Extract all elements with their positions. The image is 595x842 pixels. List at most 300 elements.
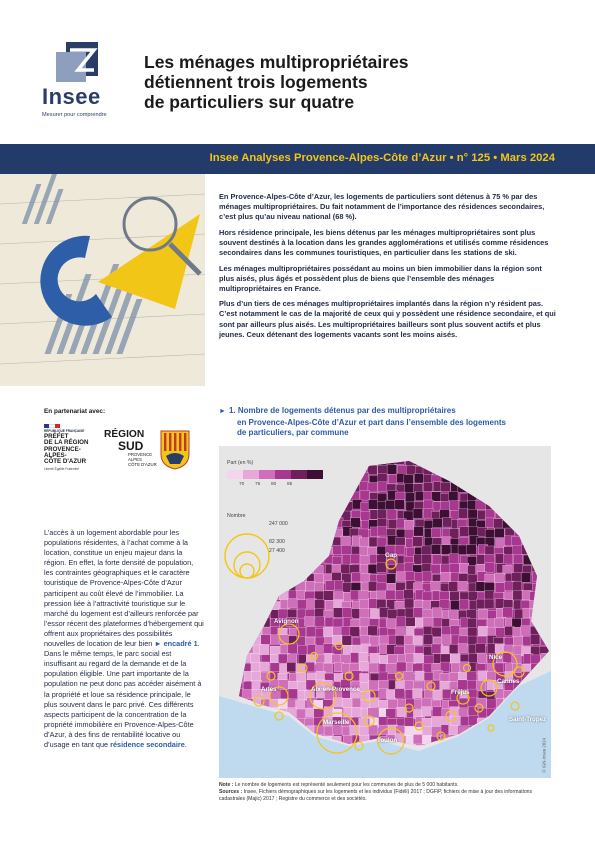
commune-cell bbox=[514, 564, 524, 574]
commune-cell bbox=[449, 491, 459, 501]
commune-cell bbox=[296, 591, 306, 601]
commune-cell bbox=[314, 582, 324, 592]
commune-cell bbox=[297, 673, 307, 683]
city-label-aix-en-provence: Aix-en-Provence bbox=[311, 686, 360, 693]
commune-cell bbox=[343, 698, 353, 708]
commune-cell bbox=[405, 484, 415, 494]
commune-cell bbox=[476, 582, 486, 592]
commune-cell bbox=[270, 635, 280, 645]
commune-cell bbox=[415, 491, 425, 501]
commune-cell bbox=[350, 627, 360, 637]
commune-cell bbox=[361, 573, 371, 583]
commune-cell bbox=[432, 644, 442, 654]
commune-cell bbox=[287, 662, 297, 672]
legend-size-circles bbox=[223, 522, 271, 582]
commune-cell bbox=[270, 646, 280, 656]
commune-cell bbox=[413, 537, 423, 547]
commune-cell bbox=[377, 518, 387, 528]
commune-cell bbox=[423, 609, 433, 619]
commune-cell bbox=[476, 599, 486, 609]
commune-cell bbox=[432, 492, 442, 502]
legend-tick-80: 80 bbox=[271, 481, 277, 486]
legend-swatch-3 bbox=[259, 470, 275, 479]
commune-cell bbox=[360, 673, 370, 683]
commune-cell bbox=[360, 609, 370, 619]
map-copyright: © IGN-Insee 2024 bbox=[542, 738, 547, 773]
commune-cell bbox=[450, 591, 460, 601]
choropleth-map bbox=[219, 446, 551, 778]
commune-cell bbox=[377, 538, 387, 548]
commune-cell bbox=[414, 474, 424, 484]
commune-cell bbox=[406, 617, 416, 627]
commune-cell bbox=[513, 636, 523, 646]
commune-cell bbox=[368, 582, 378, 592]
city-label-nice: Nice bbox=[489, 654, 503, 661]
region-sud-sub-1: PROVENCE bbox=[128, 452, 153, 457]
region-sud-name: SUD bbox=[118, 439, 144, 453]
commune-cell bbox=[368, 465, 378, 475]
commune-cell bbox=[424, 689, 434, 699]
legend-swatch-6 bbox=[307, 470, 323, 479]
commune-cell bbox=[388, 474, 398, 484]
commune-cell bbox=[468, 500, 478, 510]
commune-cell bbox=[260, 662, 270, 672]
commune-cell bbox=[449, 725, 459, 735]
body-text-part-1: L’accès à un logement abordable pour les populations résidentes, à l’achat comme à la location, constitue un enjeu majeur dans la région. En effet, la forte densité de population, les contraintes géographiques et le caractère touristique de Provence-Alpes-Côte d’Azur participent au coût élevé de l’immobilier. La pression liée à l’attractivité touristique sur le marché du logement est d’ailleurs renforcée par l’essor récent des plateformes d’hébergement qui offrent aux propriétaires des possibilités nouvelles de location de leur bien bbox=[44, 528, 204, 649]
commune-cell bbox=[379, 717, 389, 727]
commune-cell bbox=[431, 545, 441, 555]
cover-illustration-graphic bbox=[0, 174, 205, 386]
commune-cell bbox=[423, 626, 433, 636]
commune-cell bbox=[379, 636, 389, 646]
commune-cell bbox=[377, 510, 387, 520]
commune-cell bbox=[370, 609, 380, 619]
commune-cell bbox=[494, 618, 504, 628]
cover-illustration bbox=[0, 174, 205, 386]
encadre-1-link[interactable]: ► encadré 1 bbox=[154, 639, 198, 649]
commune-cell bbox=[288, 599, 298, 609]
commune-cell bbox=[395, 636, 405, 646]
commune-cell bbox=[342, 608, 352, 618]
commune-cell bbox=[242, 689, 252, 699]
commune-cell bbox=[350, 725, 360, 735]
commune-cell bbox=[315, 608, 325, 618]
commune-cell bbox=[323, 627, 333, 637]
city-label-saint-tropez: Saint-Tropez bbox=[509, 716, 547, 723]
intro-paragraph-3: Les ménages multipropriétaires possédant au moins un bien immobilier dans la région sont plus aisés, plus âgés et possèdent plus de biens que l’ensemble des ménages multipropriétaires en France. bbox=[219, 263, 542, 293]
commune-cell bbox=[450, 654, 460, 664]
commune-cell bbox=[440, 662, 450, 672]
commune-cell bbox=[441, 482, 451, 492]
sources-label: Sources : bbox=[219, 789, 243, 796]
commune-cell bbox=[342, 636, 352, 646]
commune-cell bbox=[296, 709, 306, 719]
commune-cell bbox=[379, 672, 389, 682]
french-flag-icon bbox=[44, 424, 60, 428]
commune-cell bbox=[449, 582, 459, 592]
commune-cell bbox=[485, 518, 495, 528]
insee-logo-tagline: Mesurer pour comprendre bbox=[42, 112, 107, 118]
commune-cell bbox=[377, 583, 387, 593]
commune-cell bbox=[359, 591, 369, 601]
commune-cell bbox=[458, 680, 468, 690]
commune-cell bbox=[352, 572, 362, 582]
page-title bbox=[144, 52, 564, 112]
commune-cell bbox=[442, 518, 452, 528]
commune-cell bbox=[350, 554, 360, 564]
commune-cell bbox=[252, 680, 262, 690]
commune-cell bbox=[477, 654, 487, 664]
commune-cell bbox=[388, 609, 398, 619]
commune-cell bbox=[449, 672, 459, 682]
commune-cell bbox=[404, 520, 414, 530]
region-sud-sub-2: ALPES bbox=[128, 457, 142, 462]
commune-cell bbox=[413, 608, 423, 618]
commune-cell bbox=[350, 653, 360, 663]
commune-cell bbox=[496, 628, 506, 638]
intro-paragraph-4: Plus d’un tiers de ces ménages multipropriétaires implantés dans la région n’y résident pas. C’est notamment le cas de la majorité de ceux qui y possèdent une résidence secondaire, et qui sont par ailleurs plus aisés. Les multipropriétaires bailleurs sont plus souvent actifs et plus jeunes. Ceux détenant des logements vacants sont les moins aisés. bbox=[219, 299, 556, 339]
note-text: Le nombre de logements est représenté seulement pour les communes de plus de 5 000 habitants. bbox=[233, 782, 459, 788]
commune-cell bbox=[485, 563, 495, 573]
commune-cell bbox=[441, 545, 451, 555]
commune-cell bbox=[414, 527, 424, 537]
page-title-line-1: Les ménages multipropriétaires bbox=[144, 52, 409, 72]
commune-cell bbox=[494, 519, 504, 529]
commune-cell bbox=[495, 599, 505, 609]
commune-cell bbox=[513, 591, 523, 601]
legend-circle-value-3: 27 400 bbox=[269, 548, 285, 554]
legend-tick-85: 85 bbox=[287, 481, 293, 486]
commune-cell bbox=[422, 555, 432, 565]
legend-swatch-1 bbox=[227, 470, 243, 479]
commune-cell bbox=[324, 591, 334, 601]
commune-cell bbox=[405, 493, 415, 503]
commune-cell bbox=[386, 690, 396, 700]
commune-cell bbox=[396, 572, 406, 582]
region-sud-sub-3: CÔTE D'AZUR bbox=[128, 462, 157, 467]
commune-cell bbox=[377, 599, 387, 609]
commune-cell bbox=[441, 635, 451, 645]
commune-cell bbox=[377, 501, 387, 511]
commune-cell bbox=[423, 635, 433, 645]
commune-cell bbox=[325, 581, 335, 591]
commune-cell bbox=[449, 644, 459, 654]
commune-cell bbox=[261, 635, 271, 645]
commune-cell bbox=[332, 725, 342, 735]
commune-cell bbox=[378, 465, 388, 475]
commune-cell bbox=[297, 600, 307, 610]
commune-cell bbox=[387, 510, 397, 520]
commune-cell bbox=[530, 635, 540, 645]
figure-number: 1. bbox=[228, 406, 236, 415]
commune-cell bbox=[288, 689, 298, 699]
commune-cell bbox=[460, 716, 470, 726]
commune-cell bbox=[477, 698, 487, 708]
commune-cell bbox=[496, 583, 506, 593]
commune-cell bbox=[377, 482, 387, 492]
commune-cell bbox=[478, 609, 488, 619]
commune-cell bbox=[440, 599, 450, 609]
commune-cell bbox=[503, 608, 513, 618]
commune-cell bbox=[415, 671, 425, 681]
commune-cell bbox=[422, 592, 432, 602]
note-label: Note : bbox=[219, 782, 234, 788]
commune-cell bbox=[433, 617, 443, 627]
commune-cell bbox=[422, 546, 432, 556]
commune-cell bbox=[270, 655, 280, 665]
commune-cell bbox=[388, 699, 398, 709]
commune-cell bbox=[431, 528, 441, 538]
commune-cell bbox=[478, 671, 488, 681]
commune-cell bbox=[458, 509, 468, 519]
region-blason-icon bbox=[160, 430, 190, 470]
commune-cell bbox=[351, 707, 361, 717]
partners-label: En partenariat avec: bbox=[44, 408, 106, 415]
commune-cell bbox=[333, 545, 343, 555]
body-text-part-3: . bbox=[184, 739, 187, 749]
commune-cell bbox=[377, 493, 387, 503]
commune-cell bbox=[251, 672, 260, 682]
commune-cell bbox=[431, 564, 441, 574]
commune-cell bbox=[305, 617, 315, 627]
commune-cell bbox=[431, 717, 441, 727]
city-label-marseille: Marseille bbox=[323, 719, 350, 726]
commune-cell bbox=[359, 600, 369, 610]
commune-cell bbox=[432, 608, 442, 618]
caption-triangle-icon: ► bbox=[219, 408, 226, 415]
commune-cell bbox=[450, 563, 460, 573]
commune-cell bbox=[449, 554, 459, 564]
commune-cell bbox=[314, 709, 324, 719]
commune-cell bbox=[341, 564, 351, 574]
commune-cell bbox=[298, 645, 308, 655]
commune-cell bbox=[386, 500, 396, 510]
commune-cell bbox=[388, 654, 398, 664]
commune-cell bbox=[350, 590, 360, 600]
commune-cell bbox=[422, 727, 432, 737]
commune-cell bbox=[351, 518, 361, 528]
commune-cell bbox=[323, 644, 333, 654]
commune-cell bbox=[251, 663, 260, 673]
prefet-line-2: DE LA RÉGION bbox=[44, 439, 89, 447]
map-graphic bbox=[219, 446, 551, 778]
commune-cell bbox=[431, 581, 441, 591]
commune-cell bbox=[395, 689, 405, 699]
commune-cell bbox=[341, 626, 351, 636]
commune-cell bbox=[478, 626, 488, 636]
commune-cell bbox=[251, 654, 260, 664]
figure-caption bbox=[219, 406, 565, 439]
commune-cell bbox=[377, 527, 387, 537]
commune-cell bbox=[360, 555, 370, 565]
commune-cell bbox=[404, 717, 414, 727]
commune-cell bbox=[379, 700, 389, 710]
commune-cell bbox=[413, 636, 423, 646]
commune-cell bbox=[424, 500, 434, 510]
commune-cell bbox=[341, 536, 351, 546]
commune-cell bbox=[359, 727, 369, 737]
commune-cell bbox=[433, 690, 443, 700]
residence-secondaire-link[interactable]: résidence secondaire bbox=[110, 739, 185, 749]
commune-cell bbox=[370, 653, 380, 663]
commune-cell bbox=[386, 590, 396, 600]
city-label-cannes: Cannes bbox=[497, 678, 520, 685]
commune-cell bbox=[424, 655, 434, 665]
publication-reference: Insee Analyses Provence-Alpes-Côte d’Azur • n° 125 • Mars 2024 bbox=[209, 152, 555, 164]
commune-cell bbox=[405, 726, 415, 736]
city-label-toulon: Toulon bbox=[377, 737, 398, 744]
legend-circle-value-2: 82 300 bbox=[269, 539, 285, 545]
prefet-line-4: CÔTE D'AZUR bbox=[44, 458, 87, 466]
commune-cell bbox=[467, 618, 477, 628]
commune-cell bbox=[512, 582, 522, 592]
commune-cell bbox=[458, 644, 468, 654]
commune-cell bbox=[368, 626, 378, 636]
commune-cell bbox=[404, 590, 414, 600]
commune-cell bbox=[423, 474, 433, 484]
commune-cell bbox=[360, 691, 370, 701]
commune-cell bbox=[458, 545, 468, 555]
commune-cell bbox=[395, 590, 405, 600]
commune-cell bbox=[441, 572, 451, 582]
commune-cell bbox=[422, 572, 432, 581]
commune-cell bbox=[369, 681, 379, 691]
commune-cell bbox=[423, 618, 433, 628]
body-paragraph bbox=[44, 528, 204, 750]
commune-cell bbox=[485, 591, 495, 601]
commune-cell bbox=[377, 574, 387, 584]
commune-cell bbox=[405, 653, 415, 663]
commune-cell bbox=[306, 627, 316, 637]
commune-cell bbox=[485, 529, 495, 539]
commune-cell bbox=[423, 483, 433, 493]
legend-swatch-4 bbox=[275, 470, 291, 479]
commune-cell bbox=[360, 491, 370, 501]
commune-cell bbox=[405, 644, 415, 654]
commune-cell bbox=[513, 554, 523, 564]
legend-circle-value-1: 247 000 bbox=[269, 521, 288, 527]
commune-cell bbox=[260, 645, 270, 655]
commune-cell bbox=[514, 609, 524, 619]
commune-cell bbox=[404, 475, 414, 484]
commune-cell bbox=[449, 610, 459, 620]
commune-cell bbox=[467, 609, 477, 619]
commune-cell bbox=[433, 518, 443, 528]
commune-cell bbox=[512, 573, 522, 583]
commune-cell bbox=[404, 599, 414, 609]
city-label-frejus: Fréjus bbox=[451, 689, 470, 696]
commune-cell bbox=[476, 644, 486, 654]
insee-logo-icon bbox=[56, 42, 100, 84]
region-sud-word: RÉGION bbox=[104, 429, 145, 440]
commune-cell bbox=[469, 527, 479, 537]
commune-cell bbox=[468, 627, 478, 637]
commune-cell bbox=[297, 682, 307, 692]
commune-cell bbox=[485, 554, 495, 564]
insee-logo-word: Insee bbox=[42, 84, 101, 109]
figure-caption-line-1: Nombre de logements détenus par des multipropriétaires bbox=[237, 406, 456, 415]
commune-cell bbox=[359, 662, 369, 672]
commune-cell bbox=[433, 707, 443, 717]
commune-cell bbox=[469, 654, 479, 664]
commune-cell bbox=[485, 582, 495, 592]
commune-cell bbox=[458, 581, 468, 591]
commune-cell bbox=[386, 619, 396, 629]
commune-cell bbox=[413, 734, 423, 744]
commune-cell bbox=[278, 654, 288, 664]
commune-cell bbox=[359, 653, 369, 663]
commune-cell bbox=[487, 627, 497, 637]
commune-cell bbox=[379, 608, 389, 618]
commune-cell bbox=[377, 563, 387, 573]
commune-cell bbox=[485, 574, 495, 584]
prefet-logo bbox=[44, 424, 102, 480]
commune-cell bbox=[388, 519, 398, 529]
region-sud-logo bbox=[104, 430, 168, 474]
commune-cell bbox=[306, 581, 316, 591]
legend-tick-75: 75 bbox=[255, 481, 261, 486]
intro-summary bbox=[219, 192, 559, 345]
commune-cell bbox=[424, 646, 434, 656]
figure-caption-line-2: en Provence-Alpes-Côte d’Azur et part dans l’ensemble des logements bbox=[237, 417, 506, 427]
commune-cell bbox=[296, 700, 306, 710]
commune-cell bbox=[413, 689, 423, 699]
commune-cell bbox=[468, 509, 478, 519]
commune-cell bbox=[360, 617, 370, 627]
commune-cell bbox=[288, 644, 298, 654]
commune-cell bbox=[459, 600, 469, 610]
commune-cell bbox=[467, 671, 477, 681]
commune-cell bbox=[368, 663, 378, 673]
body-text-part-2: . Dans le même temps, le parc social est insuffisant au regard de la demande et de la population éligible. Une part importante de la population ne peut donc pas accéder aisément à la propriété et loue sa résidence principale, le plus souvent dans le parc privé. Ces différents aspects participent de la concentration de la propriété immobilière en Provence-Alpes-Côte d’Azur, à des fins de rentabilité locative ou d’usage en tant que bbox=[44, 639, 202, 749]
commune-cell bbox=[315, 617, 325, 627]
commune-cell bbox=[451, 601, 461, 611]
commune-cell bbox=[450, 626, 460, 636]
intro-paragraph-1: En Provence-Alpes-Côte d’Azur, les logements de particuliers sont détenus à 75 % par des ménages multipropriétaires. Du fait notamment de l’importance des résidences secondaires, c’est plus qu’au niveau national (68 %). bbox=[219, 192, 545, 222]
commune-cell bbox=[396, 617, 406, 627]
commune-cell bbox=[414, 653, 424, 663]
commune-cell bbox=[485, 510, 495, 520]
commune-cell bbox=[361, 635, 371, 645]
figure-caption-line-3: de particuliers, par commune bbox=[237, 428, 349, 437]
commune-cell bbox=[395, 500, 405, 510]
prefet-motto: Liberté Égalité Fraternité bbox=[44, 467, 79, 472]
commune-cell bbox=[405, 572, 415, 582]
commune-cell bbox=[433, 555, 443, 565]
commune-cell bbox=[379, 680, 389, 690]
legend-size-title: Nombre bbox=[227, 513, 246, 519]
legend-swatch-5 bbox=[291, 470, 307, 479]
page-title-line-3: de particuliers sur quatre bbox=[144, 92, 355, 112]
page-title-line-2: détiennent trois logements bbox=[144, 72, 368, 92]
commune-cell bbox=[360, 482, 370, 492]
commune-cell bbox=[521, 573, 531, 583]
prefet-line-1: PRÉFET bbox=[44, 433, 69, 440]
commune-cell bbox=[379, 655, 389, 665]
commune-cell bbox=[368, 500, 378, 510]
commune-cell bbox=[503, 555, 513, 565]
commune-cell bbox=[315, 600, 325, 610]
commune-cell bbox=[316, 671, 326, 681]
commune-cell bbox=[387, 465, 397, 475]
commune-cell bbox=[361, 511, 371, 521]
commune-cell bbox=[342, 545, 352, 555]
commune-cell bbox=[432, 627, 442, 637]
commune-cell bbox=[333, 608, 343, 618]
commune-cell bbox=[460, 527, 470, 537]
commune-cell bbox=[496, 538, 506, 548]
commune-cell bbox=[485, 546, 495, 556]
